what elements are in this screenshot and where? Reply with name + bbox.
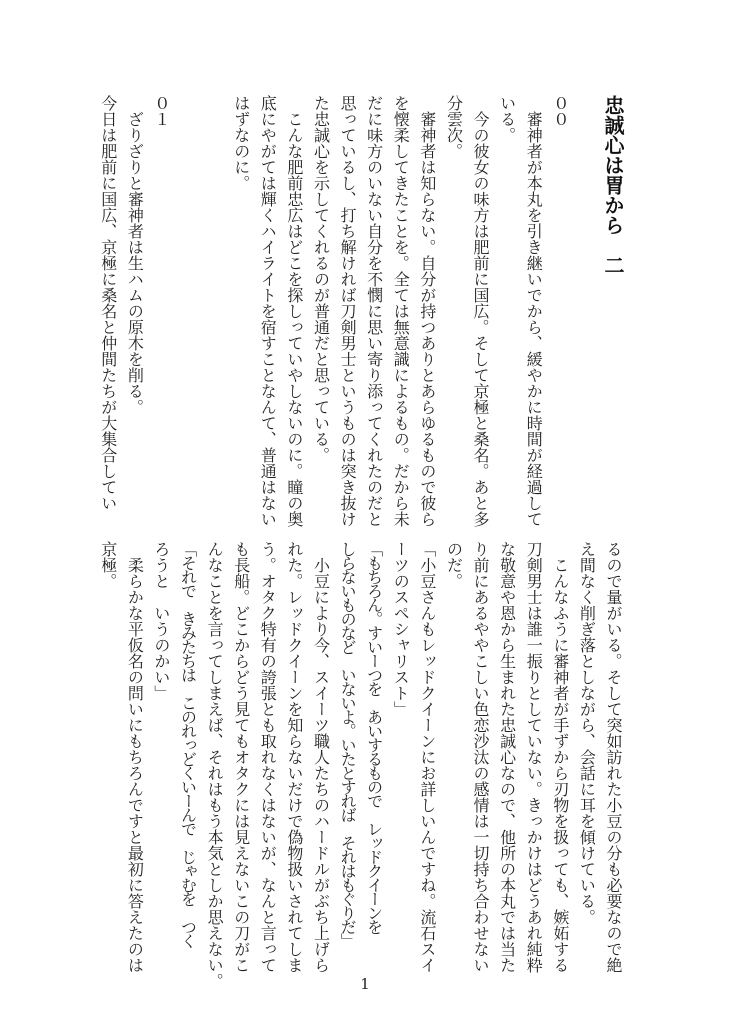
text-line: 審神者が本丸を引き継いでから、緩やかに時間が経過して <box>524 95 544 527</box>
text-line: 底にやがては輝くハイライトを宿すことなんて、普通はない <box>258 95 278 527</box>
top-text-block <box>94 95 626 527</box>
text-line: 今日は肥前に国広、京極に桑名と仲間たちが大集合してい <box>98 95 118 511</box>
text-line: 「もちろん。すいーつを あいするもので レッドクイーンを <box>364 541 384 933</box>
text-line: るので量がいる。そして突如訪れた小豆の分も必要なので絶 <box>604 541 623 973</box>
text-line: ざりざりと審神者は生ハムの原木を削る。 <box>125 95 145 415</box>
text-line: 分雲次。 <box>444 95 464 159</box>
text-line: んなことを言ってしまえば、それはもう本気としか思えない。 <box>205 541 225 989</box>
text-line: ーツのスペシャリスト」 <box>391 541 411 717</box>
text-line: のだ。 <box>444 541 464 589</box>
text-line: 刀剣男士は誰一振りとしていない。きっかけはどうあれ純粋 <box>524 541 544 973</box>
text-line: 今の彼女の味方は肥前に国広。そして京極と桑名。あと多 <box>471 95 491 527</box>
text-line: いる。 <box>497 95 517 143</box>
text-line: 思っているし、打ち解ければ刀剣男士というものは突き抜け <box>338 95 358 527</box>
text-line: 小豆により今、スイーツ職人たちのハードルがぶち上げら <box>311 541 331 973</box>
blank-line <box>573 95 600 500</box>
text-line: こんな肥前忠広はどこを探しっていやしないのに。瞳の奥 <box>284 95 304 527</box>
text-line: も長船。どこからどう見てもオタクには見えないこの刀がこ <box>231 541 251 973</box>
section-heading-01: ０１ <box>151 95 171 127</box>
bottom-text-block <box>94 541 626 989</box>
text-line: ろうと いうのかい」 <box>151 541 171 701</box>
text-line: た忠誠心を示してくれるのが普通だと思っている。 <box>311 95 331 463</box>
chapter-title: 忠誠心は胃から 二 <box>601 95 625 275</box>
text-line: う。オタク特有の誇張とも取れなくはないが、なんと言って <box>258 541 278 973</box>
page-number: 1 <box>360 975 370 993</box>
text-line: だに味方のいない自分を不憫に思い寄り添ってくれたのだと <box>364 95 384 527</box>
text-line: 「小豆さんもレッドクイーンにお詳しいんですね。流石スイ <box>417 541 437 973</box>
blank-line <box>174 95 201 500</box>
blank-line <box>201 95 228 500</box>
text-line: はずなのに。 <box>231 95 251 191</box>
text-line: れた。レッドクイーンを知らないだけで偽物扱いされてしま <box>284 541 304 973</box>
text-line: り前にあるややこしい色恋沙汰の感情は一切持ち合わせない <box>471 541 491 973</box>
section-heading-00: ００ <box>550 95 570 127</box>
text-line: 審神者は知らない。自分が持つありとあらゆるもので彼ら <box>417 95 437 527</box>
text-line: こんなふうに審神者が手ずから刃物を扱っても、嫉妬する <box>550 541 570 973</box>
text-line: 「それで きみたちは このれっどくいーんで じゃむを つく <box>178 541 198 947</box>
text-line: しらないものなど いないよ。いたとすれば それはもぐりだ」 <box>338 541 358 947</box>
text-line: な敬意や恩から生まれた忠誠心なので、他所の本丸では当た <box>497 541 517 973</box>
text-line: 柔らかな平仮名の問いにもちろんですと最初に答えたのは <box>125 541 145 973</box>
text-line: え間なく削ぎ落としながら、会話に耳を傾けている。 <box>577 541 597 925</box>
text-line: 京極。 <box>98 541 118 589</box>
text-line: を懐柔してきたことを。全ては無意識によるもの。だから未 <box>391 95 411 527</box>
